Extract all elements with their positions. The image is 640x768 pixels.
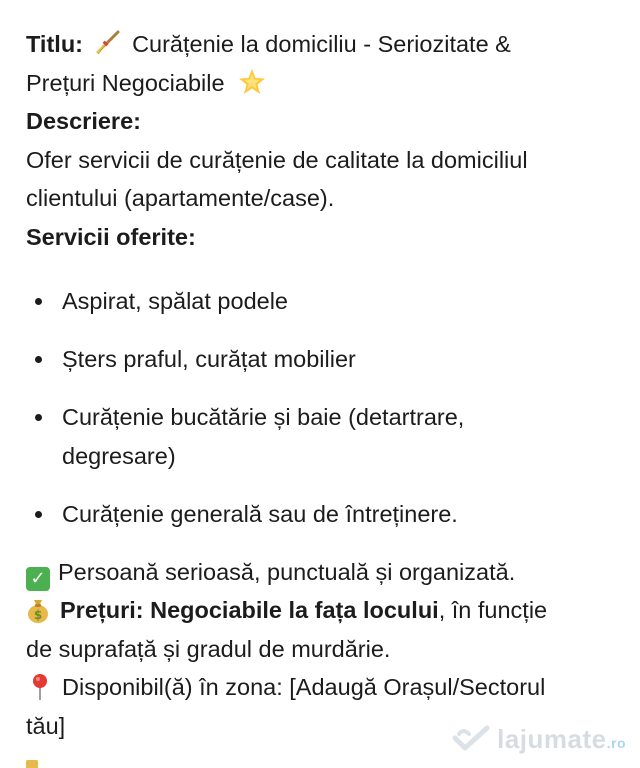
services-label: Servicii oferite: [26, 223, 196, 250]
watermark-suffix: .ro [606, 734, 626, 751]
description-label: Descriere: [26, 108, 141, 134]
check-mark-icon: ✓ [26, 567, 50, 591]
availability-line-2: tău] [26, 712, 66, 739]
list-item: Șters praful, curățat mobilier [26, 340, 626, 379]
availability-line-1 [26, 668, 626, 707]
money-bag-icon [26, 597, 50, 623]
prices-line-2: de suprafață și gradul de murdărie. [26, 635, 391, 662]
glowing-star-icon [237, 67, 267, 97]
prices-bold: Prețuri: Negociabile la fața locului [60, 597, 439, 623]
heart-logo-icon [449, 724, 493, 754]
description-line-1: Ofer servicii de curățenie de calitate la domiciliul [26, 146, 528, 173]
description-line-2: clientului (apartamente/case). [26, 185, 335, 211]
title-line-2 [26, 64, 626, 103]
title-text-continued: Prețuri Negociabile [26, 69, 225, 96]
ad-description [26, 25, 626, 745]
title-text: Curățenie la domiciliu - Seriozitate & [132, 31, 511, 57]
list-item: Curățenie bucătărie și baie (detartrare, degresare) [26, 398, 532, 475]
watermark-text: lajumate [497, 723, 607, 754]
availability-text: Disponibil(ă) în zona: [Adaugă Orașul/Sectorul [62, 674, 546, 700]
partial-emoji-icon [26, 760, 38, 768]
person-line [26, 553, 626, 592]
broom-icon [94, 30, 120, 56]
title-line-1 [26, 25, 626, 64]
person-text: Persoană serioasă, punctuală și organizată. [58, 558, 516, 585]
watermark [449, 720, 626, 763]
prices-line-1 [26, 591, 626, 630]
svg-text:$: $ [33, 608, 43, 622]
title-label: Titlu: [26, 31, 83, 57]
prices-rest: , în funcție [438, 597, 548, 623]
pin-icon [30, 673, 50, 701]
list-item: Aspirat, spălat podele [26, 282, 626, 321]
services-list [26, 282, 626, 533]
list-item: Curățenie generală sau de întreținere. [26, 495, 626, 534]
